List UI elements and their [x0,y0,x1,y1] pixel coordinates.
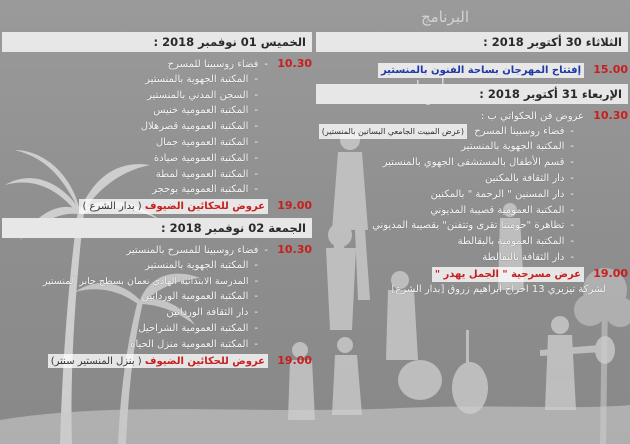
session-row [316,108,628,124]
day-header-thursday [2,32,312,52]
show-row [2,198,312,214]
venue-label: المكتبة العمومية بوحجر [152,184,249,196]
show-time: 19.00 [277,199,312,213]
event-label: إفتتاح المهرجان بساحة الفنون بالمنستير [378,63,584,78]
day-label: الثلاثاء 30 أكتوبر 2018 : [483,35,622,49]
show-place: ( بنزل المنستير سنتر) [50,355,142,367]
show-label: عرض مسرحية " الجمل يهدر " [432,267,584,282]
venue-item: -قسم الأطفال بالمستشفى الجهوي بالمنستير [382,157,574,169]
venue-item: -المكتبة الجهوية بالمنستير [145,259,258,271]
venue-item: -دار الثقافة بالمكنين [485,172,574,184]
venue-label: دار الثقافة الوردانين [166,307,249,319]
venue-item: -السجن المدني بالمنستير [147,89,258,101]
show-time: 19.00 [593,266,628,280]
venue-item: -المدرسة الابتدائية الهادي نعمان بسطح جابر المنستير [42,275,258,287]
venue-label: فضاء روسبينا للمسرح [167,59,259,70]
show-company-row [316,282,628,298]
venue-item: -المكتبة الجهوية بالمنستير [461,141,574,153]
day-label: الخميس 01 نوفمبر 2018 : [153,35,306,49]
venue-item: -المكتبة العمومية بالبقالطة [457,236,574,248]
venue-note: (عرض المبيت الجامعي البساتين بالمنستير) [319,124,467,140]
venue-item: -دار الثقافة بالبقالطة [482,251,574,263]
venue-label: المكتبة العمومية الشراحيل [138,322,249,334]
session-time: 10.30 [277,57,312,70]
venue-label: المكتبة العمومية بالبقالطة [457,236,565,248]
day-header-friday [2,218,312,238]
venue-item: -دار الثقافة الوردانين [166,307,258,319]
day-label: الجمعة 02 نوفمبر 2018 : [161,220,306,235]
venue-label: دار الثقافة بالمكنين [485,172,565,184]
show-time: 19.00 [277,353,312,367]
day-label: الإربعاء 31 أكتوبر 2018 : [479,86,622,101]
venue-label: دار الثقافة بالبقالطة [482,251,565,263]
venue-label: تظاهرة "حومتنا تقرى وتتفنن" بقصيبة المديوني [372,220,565,232]
show-company: لشركة تيزيري 13 اخراج ابراهيم زروق [بدار الشرع] [391,283,606,295]
venue-label: المكتبة العمومية منزل الحياة [130,338,249,350]
venue-label: السجن المدني بالمنستير [147,89,249,101]
venue-item: -المكتبة العمومية الوردانين [141,291,258,303]
session-row: 10.30 -فضاء روسبينا للمسرح [167,57,312,70]
show-label: عروض للحكائين الضيوف [144,201,266,213]
show-block [79,199,268,214]
venue-label: المدرسة الابتدائية الهادي نعمان بسطح جابر المنستير [42,275,249,287]
venue-label: المكتبة العمومية قصيبة المديوني [430,204,565,216]
venue-label: المكتبة الجهوية بالمنستير [145,259,249,271]
event-time: 15.00 [593,63,628,76]
session-time: 10.30 [593,108,628,122]
session-time: 10.30 [277,242,312,256]
venue-item: -المكتبة العمومية الشراحيل [138,322,258,334]
page-title: البرنامج [420,8,469,26]
event-row [316,62,628,78]
venue-item: -المكتبة العمومية بوحجر [152,184,258,196]
venue-item: -المكتبة الجهوية بالمنستير [145,73,258,85]
day-header-tuesday [316,32,628,52]
show-place: ( بدار الشرع ) [82,201,142,213]
venue-item: -المكتبة العمومية قصرهلال [140,121,258,133]
session-intro: عروض فن الحكواتي ب : [480,110,585,122]
left-column [2,32,312,368]
venue-item: -المكتبة العمومية صيادة [153,152,258,164]
venue-label: المكتبة الجهوية بالمنستير [145,73,249,85]
show-label: عروض للحكائين الضيوف [144,355,266,367]
venue-item: -المكتبة العمومية جمال [155,136,258,148]
venue-label: دار المسنين " الرحمة " بالمكنين [430,188,565,200]
venue-label: فضاء روسبينا المسرح [474,125,565,137]
venue-item: -فضاء روسبينا المسرح (عرض المبيت الجامعي البساتين بالمنستير) [316,124,628,140]
venue-label: المكتبة العمومية الوردانين [141,291,249,303]
venue-label: قسم الأطفال بالمستشفى الجهوي بالمنستير [382,157,565,169]
venue-label: المكتبة العمومية لمطة [155,168,249,180]
show-row [2,353,312,369]
venue-label: المكتبة العمومية قصرهلال [140,121,249,133]
right-column [316,32,628,297]
venue-item: -المكتبة العمومية منزل الحياة [130,338,258,350]
venue-item: -المكتبة العمومية قصيبة المديوني [430,204,574,216]
session-row: 10.30 -فضاء روسبينا للمسرح بالمنستير [126,242,312,256]
venue-label: المكتبة العمومية خنيس [153,105,249,117]
venue-item: -تظاهرة "حومتنا تقرى وتتفنن" بقصيبة المديوني [372,220,574,232]
venue-label: المكتبة العمومية جمال [155,136,249,148]
venue-label: المكتبة الجهوية بالمنستير [461,141,565,153]
venue-item: -المكتبة العمومية خنيس [153,105,258,117]
show-block [48,354,268,369]
show-row [316,266,628,282]
day-header-wednesday [316,84,628,104]
venue-label: فضاء روسبينا للمسرح بالمنستير [126,244,259,256]
venue-item: -المكتبة العمومية لمطة [155,168,258,180]
venue-label: المكتبة العمومية صيادة [153,152,249,164]
venue-item: -دار المسنين " الرحمة " بالمكنين [430,188,574,200]
